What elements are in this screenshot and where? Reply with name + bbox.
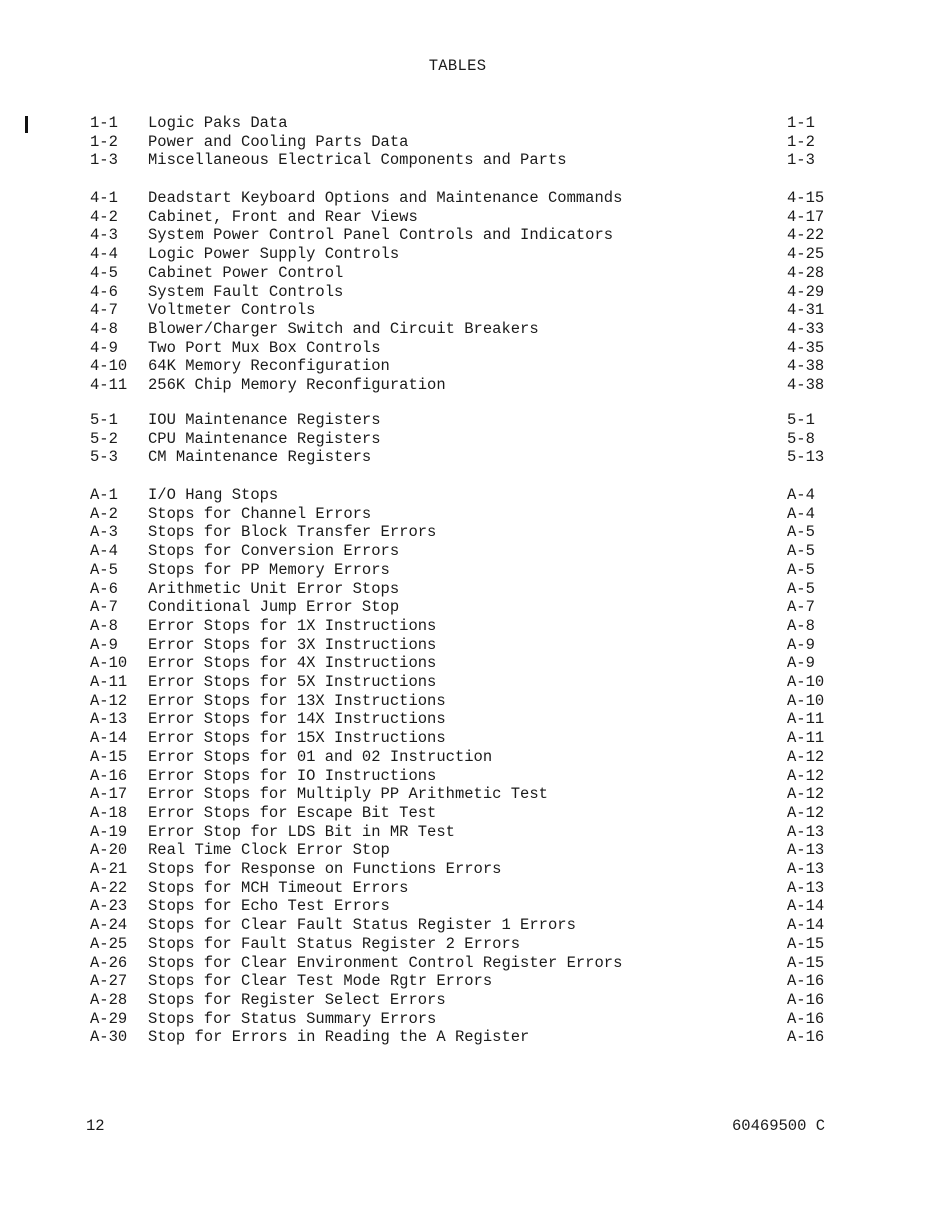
table-number: A-4: [90, 542, 118, 561]
page-reference: 4-38: [787, 376, 825, 394]
table-title: Stops for Channel Errors: [148, 504, 372, 523]
table-number: A-25: [90, 934, 128, 953]
table-number: 5-3: [90, 448, 118, 467]
page-reference: 1-1: [787, 114, 815, 132]
footer-page-number: 12: [86, 1117, 105, 1135]
page-reference: 4-17: [787, 207, 825, 226]
list-item: [0, 897, 950, 915]
table-number: 1-2: [90, 132, 118, 151]
table-number: A-24: [90, 916, 128, 935]
table-number: A-3: [90, 523, 118, 542]
table-title: Stops for Conversion Errors: [148, 542, 400, 561]
list-item: [0, 767, 950, 785]
page-reference: A-16: [787, 1009, 825, 1028]
table-number: A-27: [90, 972, 128, 991]
list-item: [0, 879, 950, 897]
list-item: [0, 264, 950, 282]
list-item: [0, 245, 950, 263]
table-number: 1-3: [90, 151, 118, 170]
page-reference: A-11: [787, 729, 825, 748]
table-title: 64K Memory Reconfiguration: [148, 357, 390, 376]
page-reference: 1-3: [787, 151, 815, 170]
table-title: Error Stops for 13X Instructions: [148, 691, 446, 710]
table-title: Stops for Echo Test Errors: [148, 897, 390, 916]
list-item: [0, 448, 950, 466]
table-title: Two Port Mux Box Controls: [148, 338, 381, 357]
page-reference: A-11: [787, 710, 825, 729]
page-reference: A-15: [787, 953, 825, 972]
page-reference: 4-15: [787, 189, 825, 207]
table-number: 4-2: [90, 207, 118, 226]
table-number: 4-10: [90, 357, 128, 376]
list-item: [0, 785, 950, 803]
list-item: [0, 823, 950, 841]
page-reference: A-7: [787, 598, 815, 617]
page-reference: A-8: [787, 616, 815, 635]
table-title: Error Stops for 1X Instructions: [148, 616, 437, 635]
table-title: Power and Cooling Parts Data: [148, 132, 409, 151]
table-title: Error Stops for Escape Bit Test: [148, 803, 437, 822]
table-title: Error Stops for 4X Instructions: [148, 654, 437, 673]
list-item: [0, 617, 950, 635]
list-item: [0, 598, 950, 616]
table-title: Blower/Charger Switch and Circuit Breakers: [148, 319, 539, 338]
table-number: A-21: [90, 860, 128, 878]
table-title: Stops for Register Select Errors: [148, 990, 446, 1009]
table-number: A-5: [90, 560, 118, 579]
footer-document-number: 60469500 C: [732, 1117, 826, 1135]
table-number: A-15: [90, 747, 128, 766]
table-title: Stops for PP Memory Errors: [148, 560, 390, 579]
page-reference: 4-38: [787, 357, 825, 376]
table-number: A-20: [90, 841, 128, 860]
page-reference: 1-2: [787, 132, 815, 151]
page-reference: 4-31: [787, 301, 825, 320]
table-title: I/O Hang Stops: [148, 486, 279, 504]
page-reference: 5-8: [787, 429, 815, 448]
table-title: Real Time Clock Error Stop: [148, 841, 390, 860]
table-title: Conditional Jump Error Stop: [148, 598, 400, 617]
table-title: CPU Maintenance Registers: [148, 429, 381, 448]
list-item: [0, 935, 950, 953]
list-item: [0, 860, 950, 878]
table-title: Stops for Response on Functions Errors: [148, 860, 502, 878]
list-item: [0, 748, 950, 766]
page-reference: 4-22: [787, 226, 825, 245]
table-number: 4-11: [90, 376, 128, 394]
list-item: [0, 226, 950, 244]
table-number: 4-7: [90, 301, 118, 320]
table-number: 4-1: [90, 189, 118, 207]
page-reference: A-5: [787, 560, 815, 579]
page-reference: A-12: [787, 803, 825, 822]
page-reference: A-14: [787, 916, 825, 935]
page-reference: A-9: [787, 635, 815, 654]
table-title: CM Maintenance Registers: [148, 448, 372, 467]
list-item: [0, 580, 950, 598]
table-number: A-28: [90, 990, 128, 1009]
table-title: IOU Maintenance Registers: [148, 411, 381, 429]
page-reference: A-13: [787, 822, 825, 841]
page-reference: A-5: [787, 542, 815, 561]
table-title: Error Stops for 5X Instructions: [148, 673, 437, 691]
table-title: Stops for MCH Timeout Errors: [148, 878, 409, 897]
page-reference: A-14: [787, 897, 825, 916]
page-reference: A-12: [787, 747, 825, 766]
table-number: A-13: [90, 710, 128, 729]
table-title: Deadstart Keyboard Options and Maintenance Commands: [148, 189, 623, 207]
list-item: [0, 972, 950, 990]
table-number: 4-6: [90, 282, 118, 301]
list-item: [0, 692, 950, 710]
table-title: Error Stops for 14X Instructions: [148, 710, 446, 729]
list-item: [0, 486, 950, 504]
table-number: 5-1: [90, 411, 118, 429]
table-title: Arithmetic Unit Error Stops: [148, 579, 400, 598]
page-reference: 4-25: [787, 245, 825, 264]
table-title: Error Stops for 01 and 02 Instruction: [148, 747, 493, 766]
list-item: [0, 151, 950, 169]
table-title: System Fault Controls: [148, 282, 344, 301]
table-number: A-7: [90, 598, 118, 617]
table-number: A-6: [90, 579, 118, 598]
table-title: Voltmeter Controls: [148, 301, 316, 320]
table-title: 256K Chip Memory Reconfiguration: [148, 376, 446, 394]
list-item: [0, 339, 950, 357]
page-reference: A-5: [787, 579, 815, 598]
table-title: Error Stops for 3X Instructions: [148, 635, 437, 654]
list-item: [0, 283, 950, 301]
list-item: [0, 357, 950, 375]
page-reference: 4-28: [787, 263, 825, 282]
list-item: [0, 561, 950, 579]
list-item: [0, 841, 950, 859]
list-item: [0, 954, 950, 972]
table-number: A-19: [90, 822, 128, 841]
table-number: A-16: [90, 766, 128, 785]
page-reference: 4-33: [787, 319, 825, 338]
table-number: A-8: [90, 616, 118, 635]
page-reference: 4-35: [787, 338, 825, 357]
list-item: [0, 991, 950, 1009]
table-number: A-14: [90, 729, 128, 748]
table-number: A-26: [90, 953, 128, 972]
table-number: 4-5: [90, 263, 118, 282]
table-title: System Power Control Panel Controls and Indicators: [148, 226, 614, 245]
page-reference: A-5: [787, 523, 815, 542]
list-item: [0, 654, 950, 672]
table-number: 1-1: [90, 114, 118, 132]
page-reference: A-16: [787, 972, 825, 991]
page-reference: A-10: [787, 691, 825, 710]
table-number: A-18: [90, 803, 128, 822]
table-title: Cabinet Power Control: [148, 263, 344, 282]
table-number: 4-4: [90, 245, 118, 264]
list-item: [0, 1010, 950, 1028]
list-item: [0, 411, 950, 429]
list-item: [0, 114, 950, 132]
list-item: [0, 133, 950, 151]
table-title: Logic Power Supply Controls: [148, 245, 400, 264]
page-reference: A-12: [787, 766, 825, 785]
page-reference: A-12: [787, 785, 825, 804]
table-title: Stops for Clear Fault Status Register 1 Errors: [148, 916, 576, 935]
page-reference: 5-1: [787, 411, 815, 429]
list-item: [0, 320, 950, 338]
list-item: [0, 301, 950, 319]
table-number: A-11: [90, 673, 128, 691]
page-reference: A-10: [787, 673, 825, 691]
table-title: Stops for Block Transfer Errors: [148, 523, 437, 542]
page-reference: A-13: [787, 878, 825, 897]
table-title: Stops for Clear Environment Control Register Errors: [148, 953, 623, 972]
list-item: [0, 208, 950, 226]
page-title: TABLES: [428, 57, 487, 75]
table-number: A-12: [90, 691, 128, 710]
table-number: A-10: [90, 654, 128, 673]
table-number: A-22: [90, 878, 128, 897]
list-item: [0, 710, 950, 728]
page-reference: A-15: [787, 934, 825, 953]
list-item: [0, 1028, 950, 1046]
page-reference: A-13: [787, 841, 825, 860]
list-item: [0, 729, 950, 747]
list-item: [0, 523, 950, 541]
page-reference: A-9: [787, 654, 815, 673]
page-reference: A-4: [787, 486, 815, 504]
table-number: 4-3: [90, 226, 118, 245]
page-reference: A-16: [787, 1028, 825, 1047]
table-title: Error Stop for LDS Bit in MR Test: [148, 822, 455, 841]
page-reference: 5-13: [787, 448, 825, 467]
table-title: Error Stops for IO Instructions: [148, 766, 437, 785]
table-title: Stops for Clear Test Mode Rgtr Errors: [148, 972, 493, 991]
table-number: A-2: [90, 504, 118, 523]
page-reference: A-4: [787, 504, 815, 523]
table-number: A-1: [90, 486, 118, 504]
list-item: [0, 189, 950, 207]
list-item: [0, 916, 950, 934]
table-title: Stops for Fault Status Register 2 Errors: [148, 934, 521, 953]
table-title: Stops for Status Summary Errors: [148, 1009, 437, 1028]
table-title: Error Stops for 15X Instructions: [148, 729, 446, 748]
list-item: [0, 636, 950, 654]
table-number: 4-9: [90, 338, 118, 357]
table-number: A-17: [90, 785, 128, 804]
page-reference: A-13: [787, 860, 825, 878]
list-item: [0, 542, 950, 560]
list-item: [0, 673, 950, 691]
table-title: Error Stops for Multiply PP Arithmetic Test: [148, 785, 548, 804]
table-title: Miscellaneous Electrical Components and Parts: [148, 151, 567, 170]
table-number: A-29: [90, 1009, 128, 1028]
table-title: Stop for Errors in Reading the A Register: [148, 1028, 530, 1047]
table-number: 4-8: [90, 319, 118, 338]
list-item: [0, 804, 950, 822]
page-reference: 4-29: [787, 282, 825, 301]
table-title: Logic Paks Data: [148, 114, 288, 132]
table-title: Cabinet, Front and Rear Views: [148, 207, 418, 226]
table-number: A-30: [90, 1028, 128, 1047]
list-item: [0, 430, 950, 448]
table-number: 5-2: [90, 429, 118, 448]
list-item: [0, 376, 950, 394]
table-number: A-9: [90, 635, 118, 654]
table-number: A-23: [90, 897, 128, 916]
list-item: [0, 505, 950, 523]
page-reference: A-16: [787, 990, 825, 1009]
